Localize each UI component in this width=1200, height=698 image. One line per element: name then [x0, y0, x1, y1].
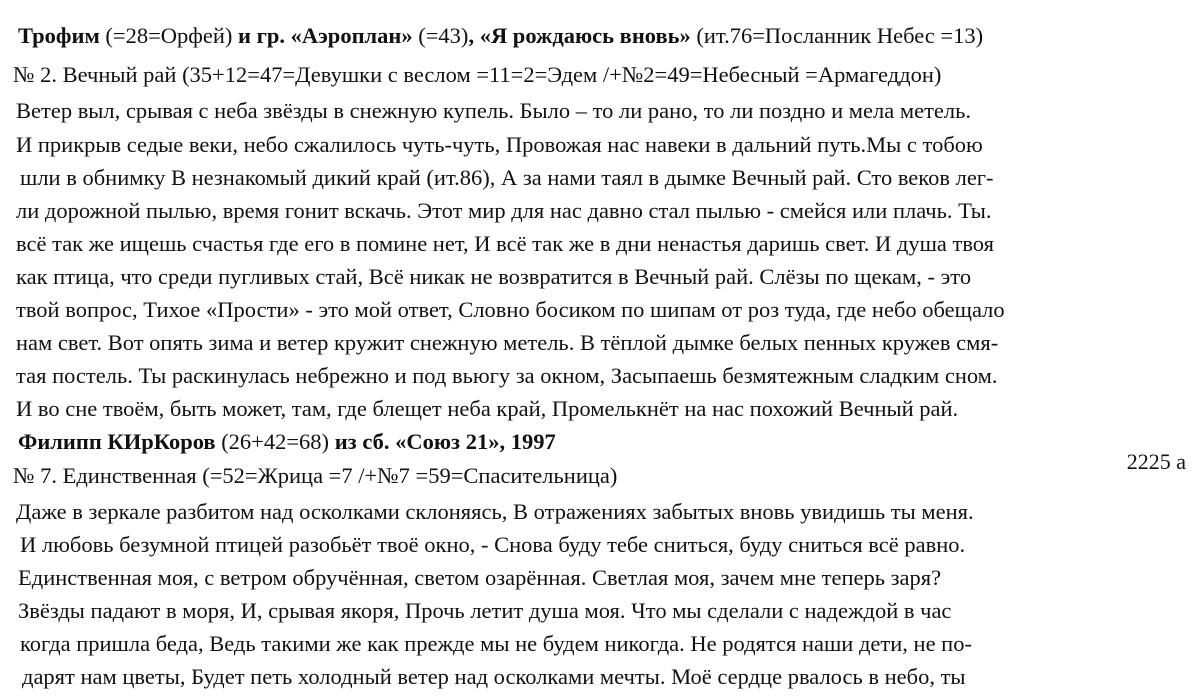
lyric-line: Даже в зеркале разбитом над осколками склоняясь, В отражениях забытых вновь увидишь ты меня. [16, 499, 974, 524]
lyric-line: всё так же ищешь счастья где его в помине нет, И всё так же в дни ненастья даришь свет. И душа твоя [16, 231, 994, 256]
section2-track-line: № 7. Единственная (=52=Жрица =7 /+№7 =59=Спасительница) [13, 463, 618, 488]
section1-group-num: (=43) [412, 23, 469, 48]
lyric-line: тая постель. Ты раскинулась небрежно и под вьюгу за окном, Засыпаешь безмятежным сладким сном. [16, 363, 998, 388]
lyric-line: Единственная моя, с ветром обручённая, светом озарённая. Светлая моя, зачем мне теперь заря? [18, 565, 942, 590]
page-number: 2225 а [1126, 449, 1186, 474]
lyric-line: шли в обнимку В незнакомый дикий край (ит.86), А за нами таял в дымке Вечный рай. Сто веков лег- [20, 165, 994, 190]
lyric-line: Ветер выл, срывая с неба звёзды в снежную купель. Было – то ли рано, то ли поздно и мела метель. [16, 98, 972, 123]
lyric-line: когда пришла беда, Ведь такими же как прежде мы не будем никогда. Не родятся наши дети, не по- [20, 631, 972, 656]
lyric-line: Звёзды падают в моря, И, срывая якоря, Прочь летит душа моя. Что мы сделали с надеждой в час [18, 598, 952, 623]
section2-header [18, 427, 556, 457]
section1-group: и гр. «Аэроплан» [238, 23, 413, 48]
section1-album: , «Я рождаюсь вновь» [468, 23, 691, 48]
lyric-line: как птица, что среди пугливых стай, Всё никак не возвратится в Вечный рай. Слёзы по щекам, - это [16, 264, 972, 289]
section2-artist: Филипп КИрКоров [18, 429, 216, 454]
lyric-line: И прикрыв седые веки, небо сжалилось чуть-чуть, Провожая нас навеки в дальний путь.Мы с тобою [16, 132, 983, 157]
section2-artist-num: (26+42=68) [215, 429, 335, 454]
section1-album-num: (ит.76=Посланник Небес =13) [690, 23, 984, 48]
lyric-line: твой вопрос, Тихое «Прости» - это мой ответ, Словно босиком по шипам от роз туда, где небо обещало [16, 297, 1005, 322]
lyric-line: И любовь безумной птицей разобьёт твоё окно, - Снова буду тебе сниться, буду сниться всё равно. [20, 532, 966, 557]
section1-track-line: № 2. Вечный рай (35+12=47=Девушки с веслом =11=2=Эдем /+№2=49=Небесный =Армагеддон) [13, 62, 942, 87]
section1-artist-num: (=28=Орфей) [99, 23, 239, 48]
lyric-line: ли дорожной пылью, время гонит вскачь. Этот мир для нас давно стал пылью - смейся или плачь. Ты. [16, 198, 992, 223]
section1-header [18, 21, 983, 51]
lyric-line: нам свет. Вот опять зима и ветер кружит снежную метель. В тёплой дымке белых пенных кружев смя- [16, 330, 999, 355]
section2-album: из сб. «Союз 21», 1997 [334, 429, 556, 454]
lyric-line: И во сне твоём, быть может, там, где блещет неба край, Промелькнёт на нас похожий Вечный рай. [16, 396, 959, 421]
section1-artist: Трофим [18, 23, 100, 48]
lyric-line: дарят нам цветы, Будет петь холодный ветер над осколками мечты. Моё сердце рвалось в небо, ты [22, 664, 966, 689]
